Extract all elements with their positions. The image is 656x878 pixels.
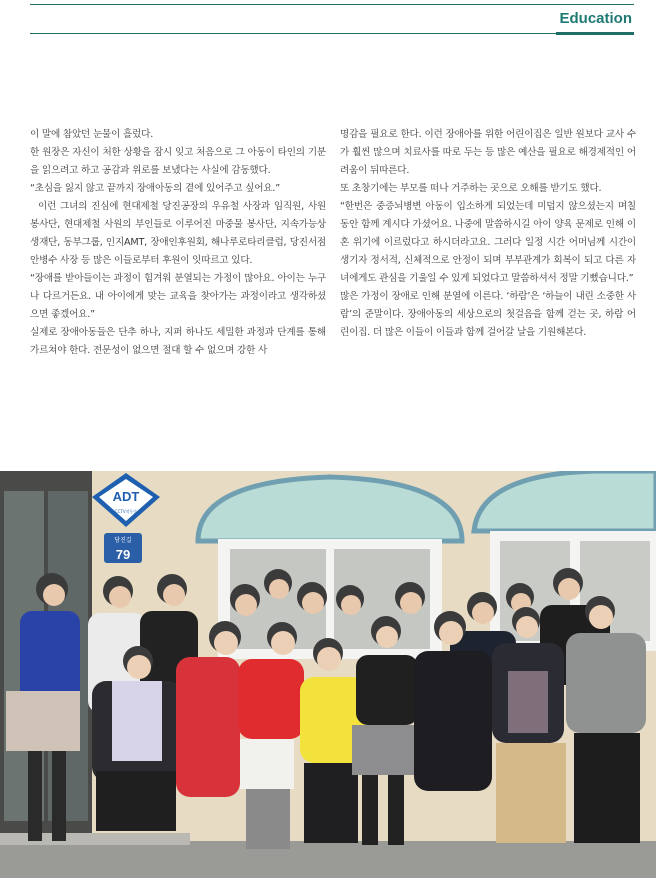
paragraph: 한 원장은 자신이 처한 상황을 잠시 잊고 처음으로 그 아동이 타인의 기분을 읽으려고 하고 공감과 위로를 보냈다는 사실에 감동했다. (30, 147, 326, 176)
address-plate (104, 533, 142, 563)
adt-caption: CCTV작동중 (114, 509, 138, 514)
quote-paragraph: “초심을 잃지 않고 끝까지 장애아동의 곁에 있어주고 싶어요.” (30, 183, 280, 194)
article-right-column (340, 126, 636, 342)
paragraph: 실제로 장애아동들은 단추 하나, 지퍼 하나도 세밀한 과정과 단계를 통해 가르쳐야 한다. 전문성이 없으면 절대 할 수 없으며 강한 사 (30, 327, 326, 356)
paragraph: 명감을 필요로 한다. 이런 장애아를 위한 어린이집은 일반 원보다 교사 수가 훨씬 많으며 치료사를 따로 두는 등 많은 예산을 필요로 해경제적인 어려움이 뒤따른다. (340, 129, 636, 176)
header-top-rule (30, 4, 634, 5)
address-label: 당진길 (114, 537, 132, 544)
article-left-column (30, 126, 326, 360)
ground (0, 841, 656, 878)
group-photo (0, 471, 656, 878)
header-bottom-rule (30, 33, 634, 34)
adt-logo-text: ADT (112, 489, 140, 504)
address-number: 79 (115, 547, 131, 562)
paragraph: 이 말에 참았던 눈물이 흘렀다. (30, 129, 154, 140)
quote-paragraph: “한번은 중증뇌병변 아동이 입소하게 되었는데 미덥지 않으셨는지 며칠 동안 함께 계시다 가셨어요. 나중에 말씀하시길 아이 양육 문제로 인해 이혼 위기에 이르렀다고 하시더라고요. 그러다 일정 시간 어머님께 시간이 생기자 정서적, 신체적으로 안정이 되며 부부관계가 회복이 되고 다른 자녀에게도 관심을 기울일 수 있게 되었다고 말씀하셔서 정말 기뻤습니다.” (340, 201, 636, 284)
quote-paragraph: “장애를 받아들이는 과정이 힘겨워 분열되는 가정이 많아요. 아이는 누구나 다르거든요. 내 아이에게 맞는 교육을 찾아가는 과정이라고 생각하셨으면 좋겠어요.” (30, 273, 326, 320)
header-accent-bar (556, 32, 634, 35)
section-title: Education (559, 10, 632, 27)
paragraph: 많은 가정이 장애로 인해 분열에 이른다. ‘하람’은 ‘하늘이 내린 소중한 사람’의 준말이다. 장애아동의 세상으로의 첫걸음을 함께 걷는 곳, 하람 어린이집. 더 많은 이들이 이들과 함께 걸어갈 날을 기원해본다. (340, 291, 636, 338)
paragraph: 또 초창기에는 부모를 떠나 거주하는 곳으로 오해를 받기도 했다. (340, 183, 602, 194)
paragraph: 이런 그녀의 진심에 현대제철 당진공장의 우유철 사장과 임직원, 사원봉사단, 현대제철 사원의 부인들로 이루어진 마중물 봉사단, 지속가능상생재단, 동부그룹, 인지AMT, 장애인후원회, 해나루로타리클럽, 당진서점 안병수 사장 등 많은 이들로부터 후원이 잇따르고 있다. (30, 201, 326, 266)
